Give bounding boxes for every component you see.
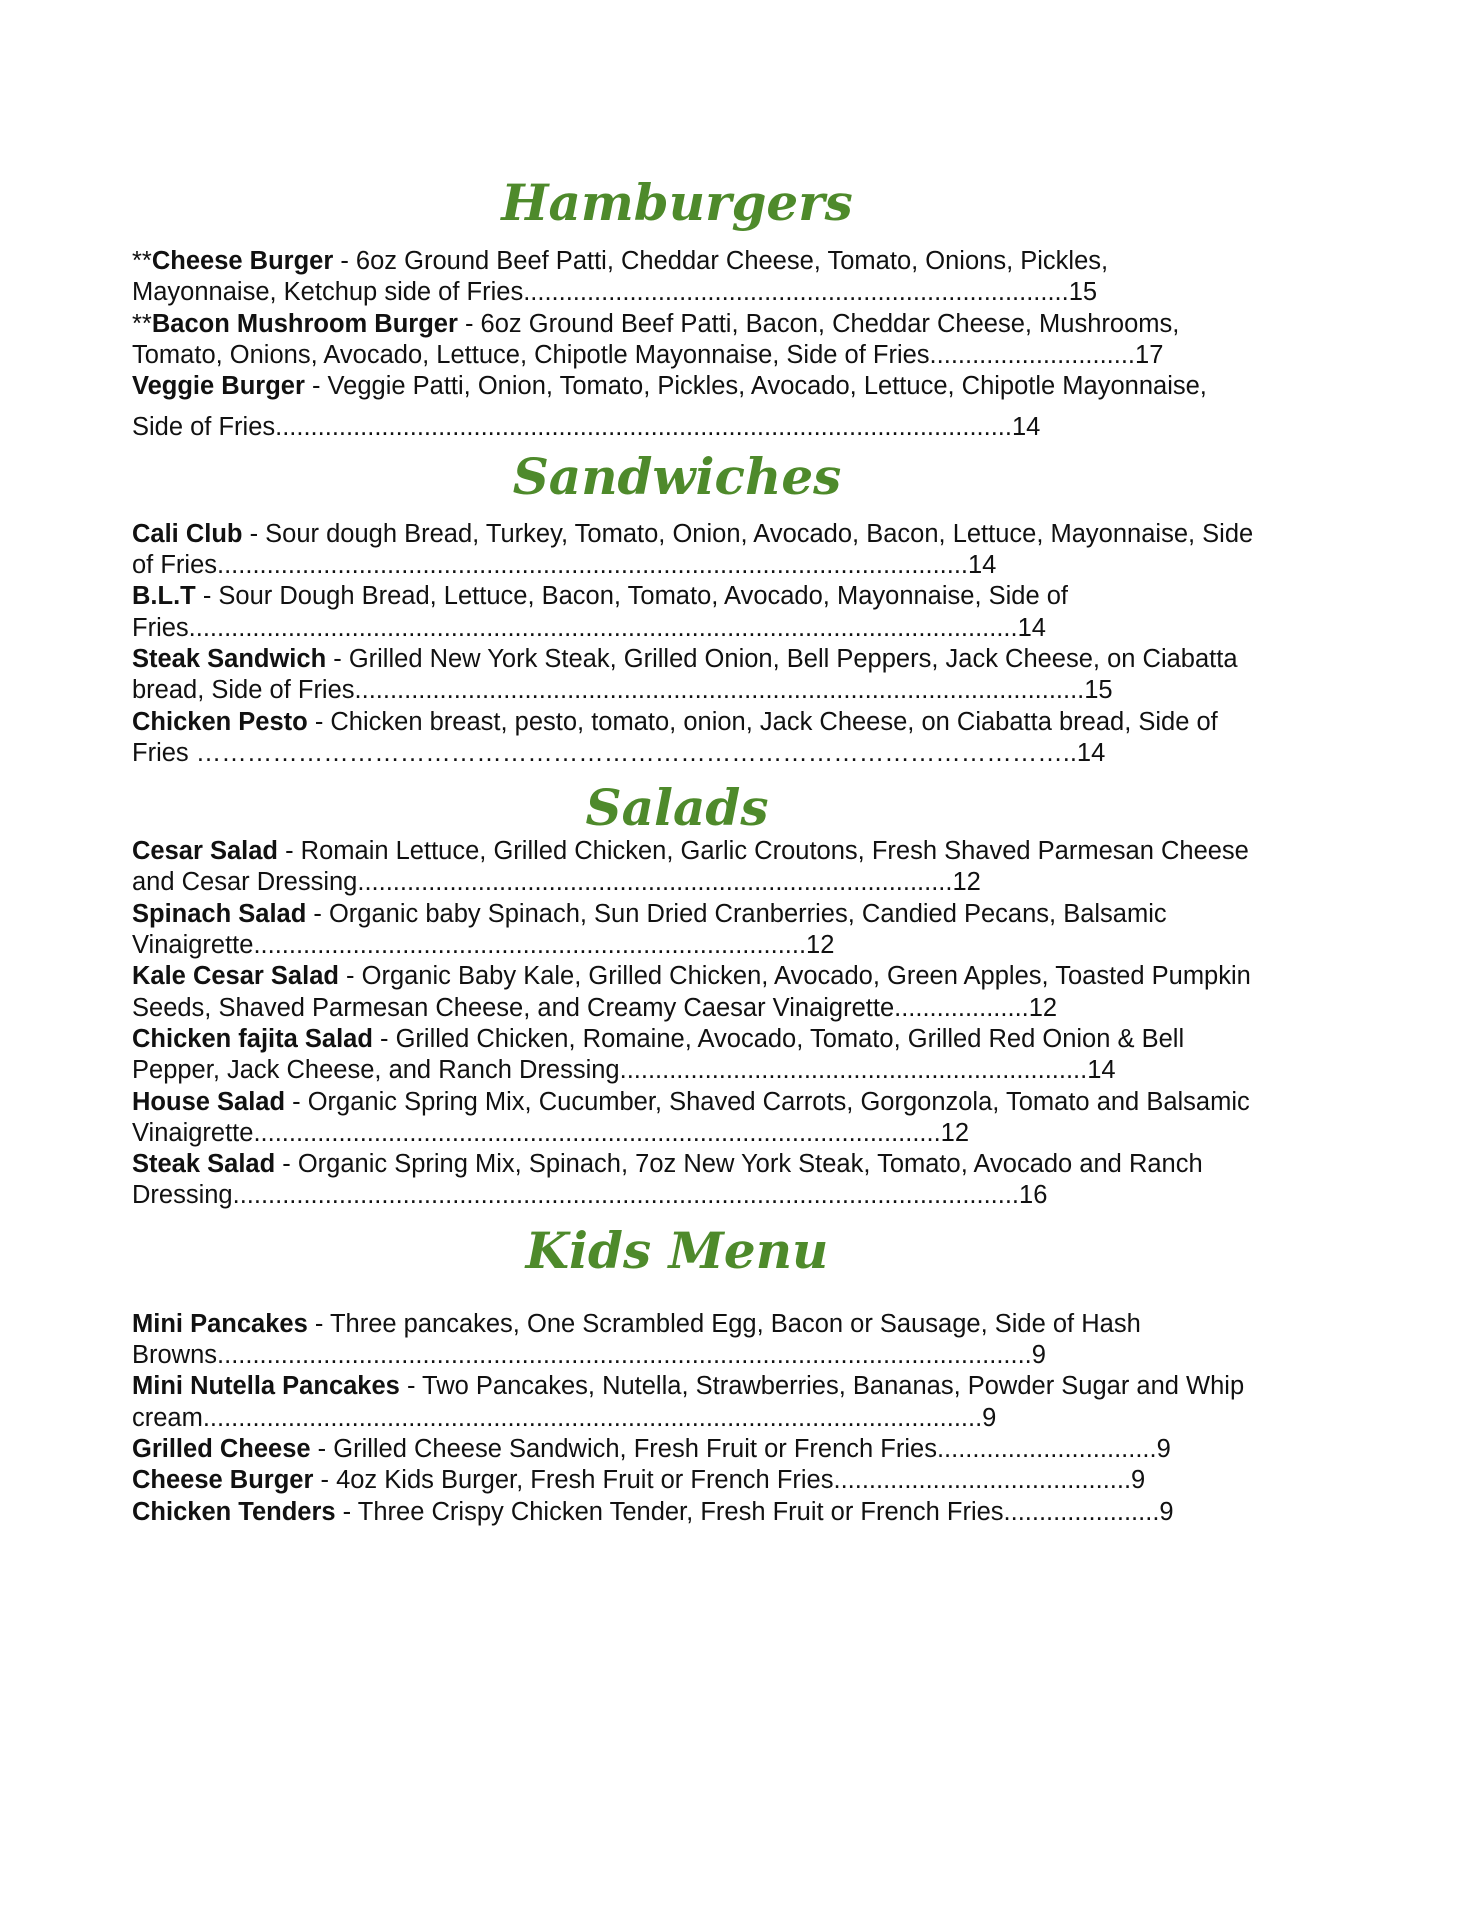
item-desc-cont: Fries.....................................................................................................................14 bbox=[132, 613, 1046, 642]
item-name: Kale Cesar Salad bbox=[132, 962, 339, 991]
menu-item-house-salad bbox=[132, 1087, 1332, 1150]
item-desc-cont: and Cesar Dressing....................................................................................12 bbox=[132, 868, 981, 897]
item-name: B.L.T bbox=[132, 582, 196, 611]
salads-list bbox=[132, 836, 1332, 1212]
item-desc: - 6oz Ground Beef Patti, Cheddar Cheese, Tomato, Onions, Pickles, bbox=[333, 247, 1109, 275]
item-desc-cont: Mayonnaise, Ketchup side of Fries.............................................................................15 bbox=[132, 278, 1098, 307]
item-desc: - Three pancakes, One Scrambled Egg, Bacon or Sausage, Side of Hash bbox=[307, 1309, 1141, 1338]
item-desc-cont: Vinaigrette..............................................................................12 bbox=[132, 931, 835, 960]
item-desc-cont: bread, Side of Fries.......................................................................................................15 bbox=[132, 676, 1113, 705]
menu-item-mini-pancakes bbox=[132, 1309, 1332, 1372]
menu-page bbox=[132, 170, 1332, 1528]
item-name: Grilled Cheese bbox=[132, 1434, 311, 1463]
menu-item-cheese-burger bbox=[132, 246, 1332, 309]
menu-item-chicken-fajita-salad bbox=[132, 1024, 1332, 1087]
item-desc-cont: Browns...................................................................................................................9 bbox=[132, 1341, 1046, 1370]
item-desc: - Three Crispy Chicken Tender, Fresh Fruit or French Fries......................9 bbox=[335, 1497, 1174, 1526]
item-name: Cheese Burger bbox=[132, 1466, 314, 1495]
menu-item-mini-nutella-pancakes bbox=[132, 1371, 1332, 1434]
item-desc-cont: cream..............................................................................................................9 bbox=[132, 1403, 997, 1432]
menu-item-steak-sandwich bbox=[132, 644, 1332, 707]
section-title-salads: Salads bbox=[585, 778, 769, 838]
item-desc: - Sour dough Bread, Turkey, Tomato, Onion, Avocado, Bacon, Lettuce, Mayonnaise, Side bbox=[242, 519, 1254, 548]
item-desc: - Organic baby Spinach, Sun Dried Cranberries, Candied Pecans, Balsamic bbox=[306, 899, 1167, 928]
item-desc: - Organic Baby Kale, Grilled Chicken, Avocado, Green Apples, Toasted Pumpkin bbox=[338, 962, 1251, 991]
item-name: Mini Pancakes bbox=[132, 1309, 308, 1338]
item-name: Cesar Salad bbox=[132, 837, 279, 866]
item-prefix: ** bbox=[132, 247, 152, 275]
section-title-hamburgers: Hamburgers bbox=[501, 173, 853, 232]
item-name: Steak Salad bbox=[132, 1150, 276, 1179]
item-desc: - Organic Spring Mix, Cucumber, Shaved Carrots, Gorgonzola, Tomato and Balsamic bbox=[285, 1087, 1250, 1116]
item-desc: - 4oz Kids Burger, Fresh Fruit or French Fries..........................................9 bbox=[313, 1466, 1146, 1495]
sandwiches-list bbox=[132, 519, 1332, 769]
item-prefix: ** bbox=[132, 309, 152, 338]
item-desc: - Romain Lettuce, Grilled Chicken, Garlic Croutons, Fresh Shaved Parmesan Cheese bbox=[278, 837, 1249, 866]
item-desc: - Chicken breast, pesto, tomato, onion, Jack Cheese, on Ciabatta bread, Side of bbox=[307, 707, 1218, 736]
item-desc: - 6oz Ground Beef Patti, Bacon, Cheddar Cheese, Mushrooms, bbox=[457, 309, 1180, 338]
menu-item-blt bbox=[132, 581, 1332, 644]
item-desc: - Grilled Chicken, Romaine, Avocado, Tomato, Grilled Red Onion & Bell bbox=[372, 1024, 1185, 1053]
item-desc-cont: Tomato, Onions, Avocado, Lettuce, Chipotle Mayonnaise, Side of Fries.............................17 bbox=[132, 340, 1164, 369]
menu-item-kids-cheese-burger bbox=[132, 1465, 1332, 1496]
menu-item-bacon-mushroom-burger bbox=[132, 309, 1332, 372]
menu-item-chicken-pesto bbox=[132, 707, 1332, 770]
kids-menu-list bbox=[132, 1309, 1332, 1528]
menu-item-kale-cesar-salad bbox=[132, 961, 1332, 1024]
section-title-sandwiches: Sandwiches bbox=[512, 446, 842, 506]
menu-item-chicken-tenders bbox=[132, 1497, 1332, 1528]
menu-item-grilled-cheese bbox=[132, 1434, 1332, 1465]
item-desc: - Veggie Patti, Onion, Tomato, Pickles, Avocado, Lettuce, Chipotle Mayonnaise, bbox=[304, 372, 1207, 401]
menu-item-cali-club bbox=[132, 519, 1332, 582]
section-title-kids-menu: Kids Menu bbox=[525, 1220, 829, 1280]
item-name: Steak Sandwich bbox=[132, 644, 327, 673]
hamburgers-list bbox=[132, 246, 1332, 444]
item-desc-cont: Pepper, Jack Cheese, and Ranch Dressing..................................................................14 bbox=[132, 1056, 1116, 1085]
item-name: Spinach Salad bbox=[132, 899, 307, 928]
item-name: Chicken Tenders bbox=[132, 1497, 336, 1526]
item-name: Cheese Burger bbox=[151, 247, 334, 275]
item-desc: - Organic Spring Mix, Spinach, 7oz New York Steak, Tomato, Avocado and Ranch bbox=[275, 1150, 1203, 1179]
item-desc-cont: Fries …………………………………………………………………………………………..14 bbox=[132, 738, 1106, 767]
item-desc-cont: Dressing...............................................................................................................16 bbox=[132, 1181, 1048, 1210]
item-name: Mini Nutella Pancakes bbox=[132, 1372, 400, 1401]
item-desc-cont: Side of Fries........................................................................................................14 bbox=[132, 413, 1041, 442]
item-desc-cont: Vinaigrette.................................................................................................12 bbox=[132, 1118, 970, 1147]
item-desc-cont: Seeds, Shaved Parmesan Cheese, and Creamy Caesar Vinaigrette...................12 bbox=[132, 993, 1058, 1022]
item-desc: - Grilled Cheese Sandwich, Fresh Fruit or French Fries...............................9 bbox=[310, 1434, 1171, 1463]
item-desc: - Grilled New York Steak, Grilled Onion, Bell Peppers, Jack Cheese, on Ciabatta bbox=[326, 644, 1238, 673]
item-desc-cont: of Fries..........................................................................................................14 bbox=[132, 551, 997, 580]
item-name: House Salad bbox=[132, 1087, 286, 1116]
item-name: Chicken Pesto bbox=[132, 707, 308, 736]
menu-item-cesar-salad bbox=[132, 836, 1332, 899]
item-name: Chicken fajita Salad bbox=[132, 1024, 373, 1053]
menu-item-veggie-burger bbox=[132, 371, 1332, 444]
menu-item-steak-salad bbox=[132, 1149, 1332, 1212]
item-name: Veggie Burger bbox=[132, 372, 305, 401]
item-desc: - Sour Dough Bread, Lettuce, Bacon, Tomato, Avocado, Mayonnaise, Side of bbox=[195, 582, 1069, 611]
item-name: Cali Club bbox=[132, 519, 243, 548]
item-desc: - Two Pancakes, Nutella, Strawberries, Bananas, Powder Sugar and Whip bbox=[399, 1372, 1245, 1401]
item-name: Bacon Mushroom Burger bbox=[151, 309, 458, 338]
menu-item-spinach-salad bbox=[132, 899, 1332, 962]
